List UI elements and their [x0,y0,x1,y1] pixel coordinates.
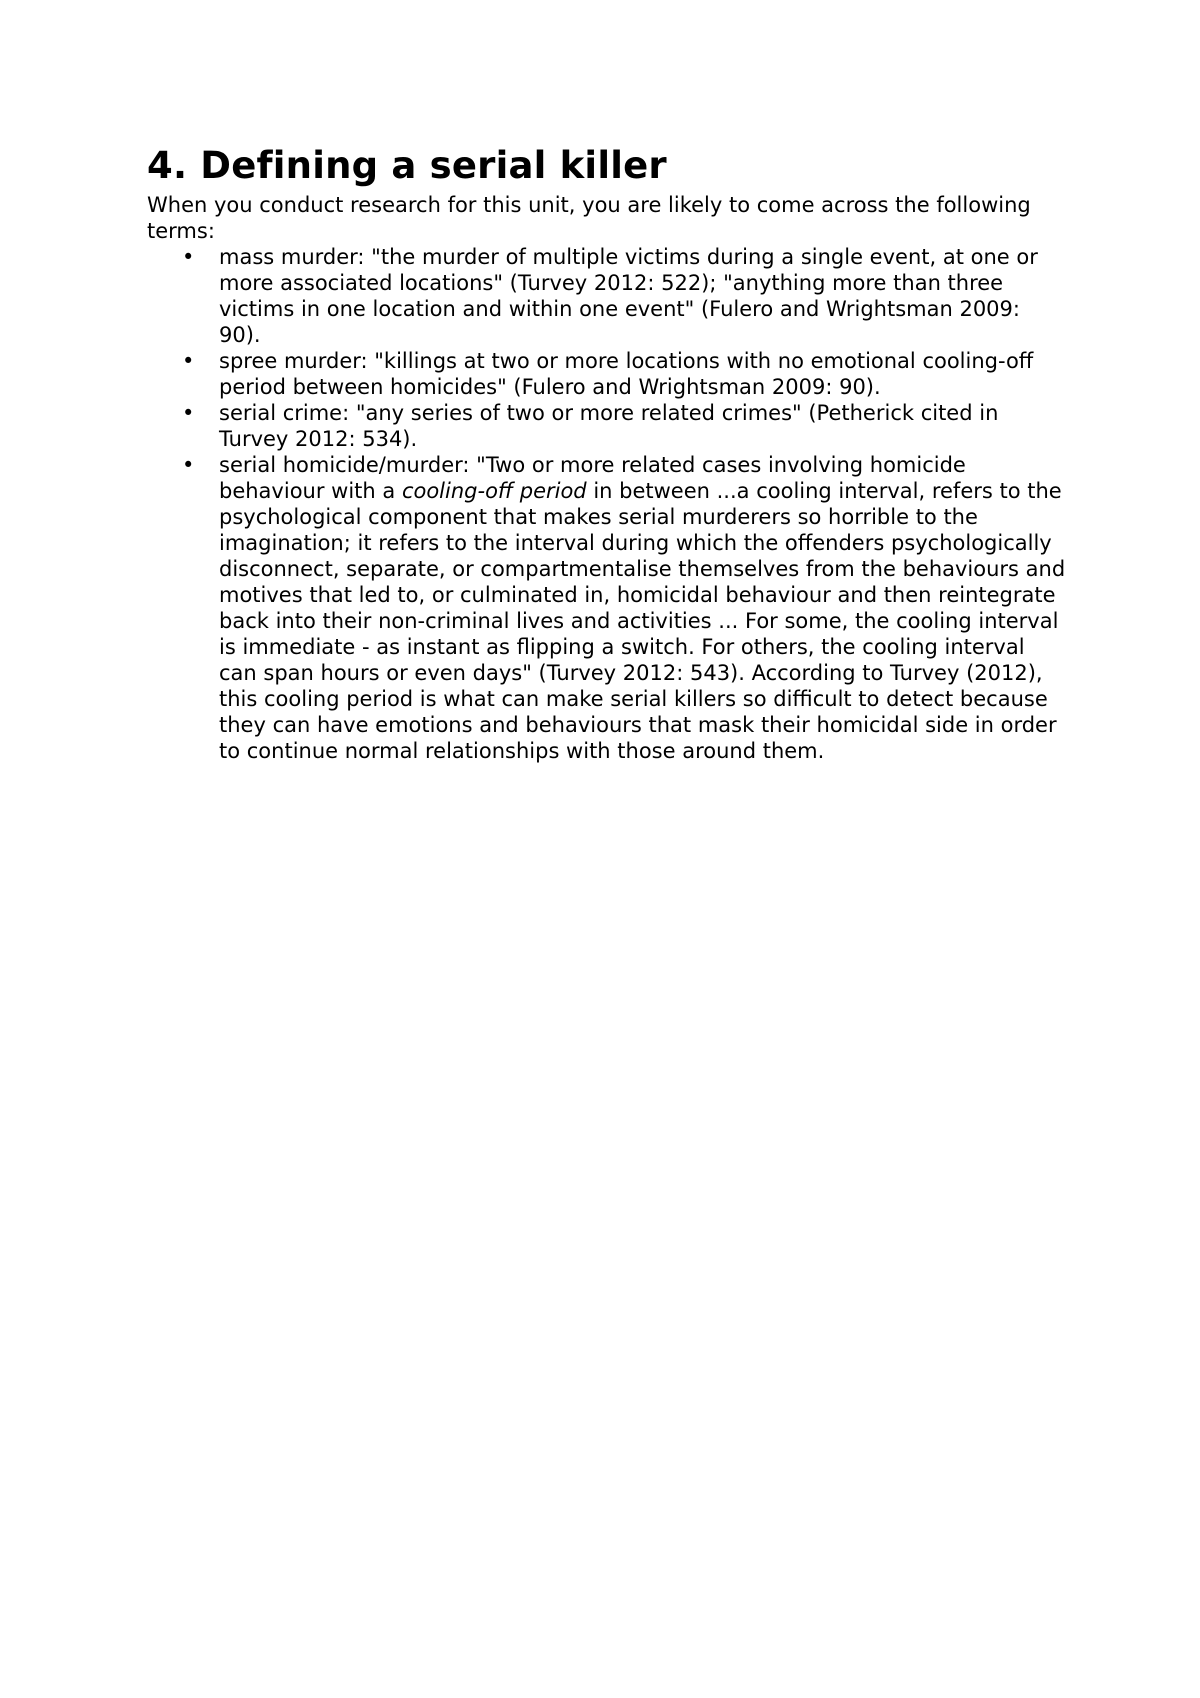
intro-paragraph: When you conduct research for this unit, you are likely to come across the following terms: [147,193,1031,243]
bullet-icon: • [182,245,195,269]
document-page [147,140,1067,764]
term-text: serial crime: "any series of two or more related crimes" (Petherick cited in Turvey 2012: 534). [219,401,999,451]
term-text-end: in between ...a cooling interval, refers to the psychological component that makes serial murderers so horrible to the imagination; it refers to the interval during which the offenders psychologically disconnect, separate, or compartmentalise themselves from the behaviours and motives that led to, or culminated in, homicidal behaviour and then reintegrate back into their non-criminal lives and activities ... For some, the cooling interval is immediate - as instant as flipping a switch. For others, the cooling interval can span hours or even days" (Turvey 2012: 543). According to Turvey (2012), this cooling period is what can make serial killers so difficult to detect because they can have emotions and behaviours that mask their homicidal side in order to continue normal relationships with those around them. [219,479,1066,763]
list-item [147,452,1067,764]
emphasis-text: cooling-off period [401,479,587,503]
bullet-icon: • [182,401,195,425]
list-item [147,400,1067,452]
page-title: 4. Defining a serial killer [147,144,667,187]
bullet-icon: • [182,453,195,477]
term-text: spree murder: "killings at two or more locations with no emotional cooling-off period between homicides" (Fulero and Wrightsman 2009: 90). [219,349,1034,399]
term-text-start: serial homicide/murder: "Two or more related cases involving homicide behaviour with a [219,453,966,503]
bullet-icon: • [182,349,195,373]
list-item [147,244,1067,348]
term-text [219,453,1065,763]
list-item [147,348,1067,400]
term-text: mass murder: "the murder of multiple victims during a single event, at one or more associated locations" (Turvey 2012: 522); "anything more than three victims in one location and within one event" (Fulero and Wrightsman 2009: 90). [219,245,1038,347]
terms-list [147,244,1067,764]
